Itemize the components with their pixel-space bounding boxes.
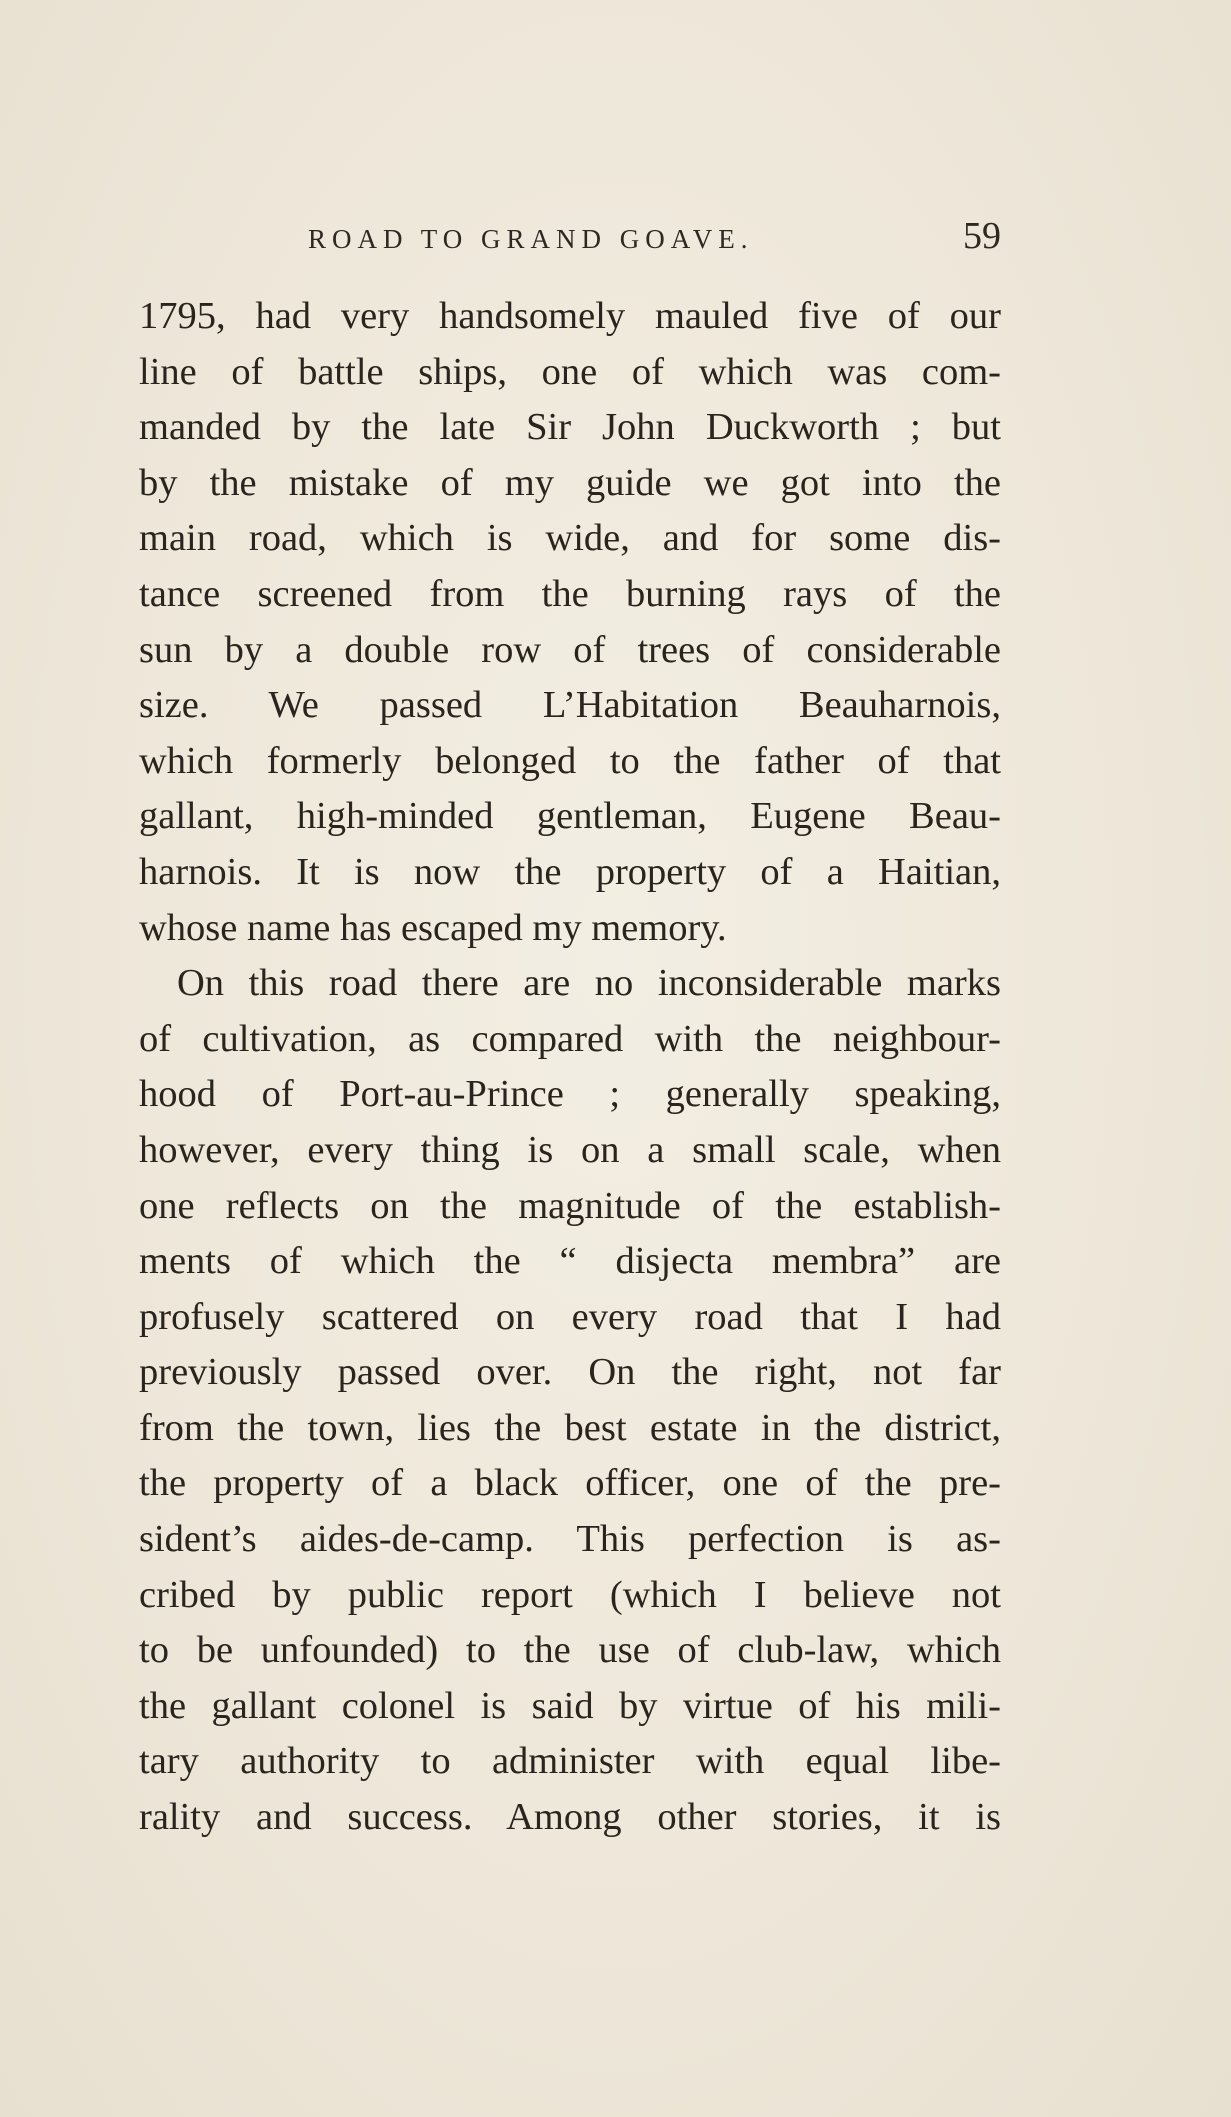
page-header xyxy=(128,212,1001,268)
text-line: whose name has escaped my memory. xyxy=(139,906,727,949)
text-line: the gallant colonel is said by virtue of his mili- xyxy=(139,1684,1001,1727)
text-line: from the town, lies the best estate in the district, xyxy=(139,1406,1001,1449)
text-line: by the mistake of my guide we got into the xyxy=(139,461,1001,504)
text-line: cribed by public report (which I believe not xyxy=(139,1573,1001,1616)
text-line: On this road there are no inconsiderable marks xyxy=(177,962,1001,1005)
text-line: however, every thing is on a small scale, when xyxy=(139,1128,1001,1171)
text-line: gallant, high-minded gentleman, Eugene Beau- xyxy=(139,795,1001,838)
text-line: to be unfounded) to the use of club-law, which xyxy=(139,1629,1001,1672)
text-line: harnois. It is now the property of a Haitian, xyxy=(139,850,1001,893)
text-line: manded by the late Sir John Duckworth ; but xyxy=(139,406,1001,449)
text-line: sun by a double row of trees of considerable xyxy=(139,628,1001,671)
text-line: rality and success. Among other stories, it is xyxy=(139,1796,1001,1839)
text-line: line of battle ships, one of which was com- xyxy=(139,350,1001,393)
text-line: one reflects on the magnitude of the establish- xyxy=(139,1184,1001,1227)
text-line: of cultivation, as compared with the neighbour- xyxy=(139,1017,1001,1060)
text-line: previously passed over. On the right, not far xyxy=(139,1351,1001,1394)
text-line: size. We passed L’Habitation Beauharnois, xyxy=(139,684,1001,727)
text-line: which formerly belonged to the father of that xyxy=(139,739,1001,782)
text-line: tary authority to administer with equal libe- xyxy=(139,1740,1001,1783)
text-line: the property of a black officer, one of the pre- xyxy=(139,1462,1001,1505)
text-line: hood of Port-au-Prince ; generally speaking, xyxy=(139,1073,1001,1116)
body-text xyxy=(139,289,1001,1846)
text-line: tance screened from the burning rays of the xyxy=(139,572,1001,615)
page-number: 59 xyxy=(963,215,1001,257)
text-line: main road, which is wide, and for some dis- xyxy=(139,517,1001,560)
text-line: profusely scattered on every road that I had xyxy=(139,1295,1001,1338)
text-line: ments of which the “ disjecta membra” are xyxy=(139,1240,1001,1283)
text-line: 1795, had very handsomely mauled five of our xyxy=(139,295,1001,337)
running-head: ROAD TO GRAND GOAVE. xyxy=(308,224,754,254)
text-line: sident’s aides-de-camp. This perfection is as- xyxy=(139,1518,1001,1561)
